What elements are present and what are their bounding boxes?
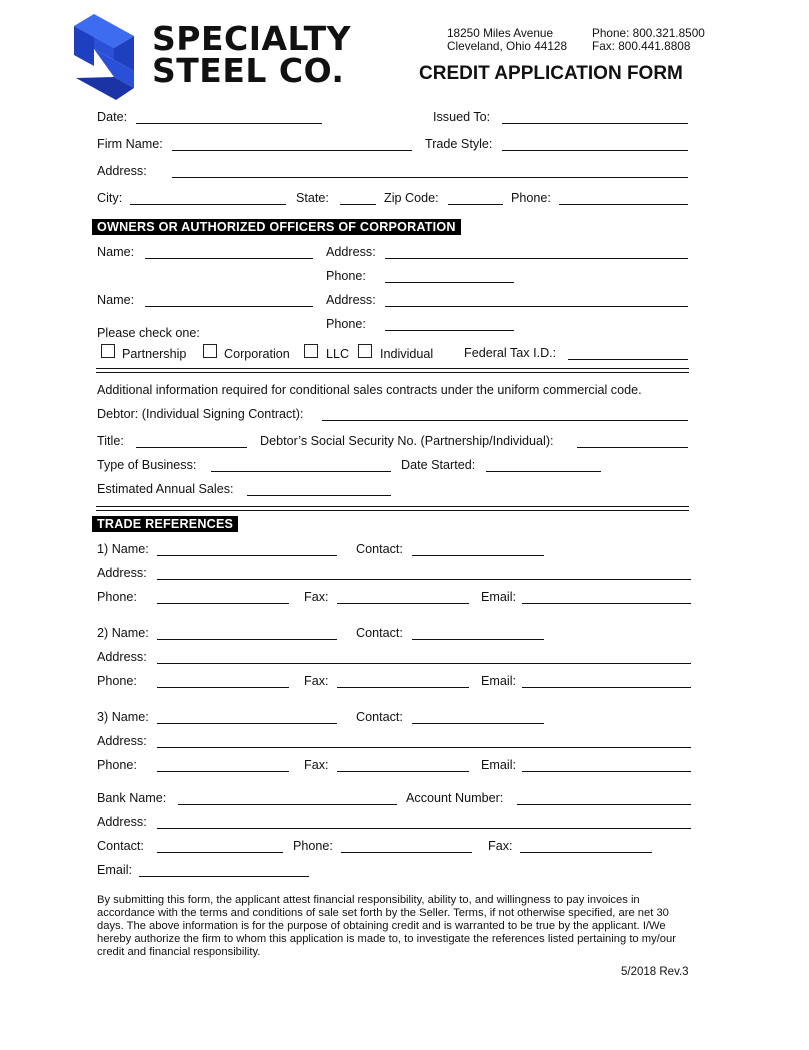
owners-section-heading: OWNERS OR AUTHORIZED OFFICERS OF CORPORATION	[92, 219, 461, 235]
issued-to-label: Issued To:	[433, 110, 491, 124]
llc-label: LLC	[326, 347, 350, 361]
section-divider	[96, 368, 689, 373]
title-label: Title:	[97, 434, 124, 448]
owner1-name-field[interactable]	[145, 258, 313, 259]
ref2-contact-label: Contact:	[356, 626, 403, 640]
owner1-phone-label: Phone:	[326, 269, 366, 283]
ref2-name-field[interactable]	[157, 639, 337, 640]
bank-fax-label: Fax:	[488, 839, 513, 853]
firm-name-field[interactable]	[172, 150, 412, 151]
corporation-label: Corporation	[224, 347, 290, 361]
date-started-field[interactable]	[486, 471, 601, 472]
date-field[interactable]	[136, 123, 322, 124]
annual-sales-label: Estimated Annual Sales:	[97, 482, 234, 496]
debtor-ssn-field[interactable]	[577, 447, 688, 448]
annual-sales-field[interactable]	[247, 495, 391, 496]
title-field[interactable]	[136, 447, 247, 448]
conditional-note: Additional information required for conditional sales contracts under the uniform commercial code.	[97, 383, 642, 397]
ref1-address-label: Address:	[97, 566, 147, 580]
owner2-name-field[interactable]	[145, 306, 313, 307]
ref2-name-label: 2) Name:	[97, 626, 149, 640]
ref1-contact-label: Contact:	[356, 542, 403, 556]
trade-references-heading: TRADE REFERENCES	[92, 516, 238, 532]
ref2-phone-field[interactable]	[157, 687, 289, 688]
zip-label: Zip Code:	[384, 191, 439, 205]
form-title: CREDIT APPLICATION FORM	[419, 63, 683, 84]
account-number-label: Account Number:	[406, 791, 504, 805]
company-logo-icon	[74, 14, 136, 100]
address-field[interactable]	[172, 177, 688, 178]
bank-phone-label: Phone:	[293, 839, 333, 853]
ref1-contact-field[interactable]	[412, 555, 544, 556]
state-label: State:	[296, 191, 329, 205]
ref2-address-label: Address:	[97, 650, 147, 664]
ref3-phone-field[interactable]	[157, 771, 289, 772]
ref1-email-label: Email:	[481, 590, 516, 604]
ref3-fax-field[interactable]	[337, 771, 469, 772]
individual-checkbox[interactable]	[358, 344, 372, 358]
partnership-checkbox[interactable]	[101, 344, 115, 358]
bank-address-label: Address:	[97, 815, 147, 829]
company-fax: Fax: 800.441.8808	[592, 39, 691, 53]
owner2-address-field[interactable]	[385, 306, 688, 307]
ref3-address-field[interactable]	[157, 747, 691, 748]
account-number-field[interactable]	[517, 804, 691, 805]
debtor-label: Debtor: (Individual Signing Contract):	[97, 407, 304, 421]
ref2-phone-label: Phone:	[97, 674, 137, 688]
corporation-checkbox[interactable]	[203, 344, 217, 358]
ref3-name-field[interactable]	[157, 723, 337, 724]
trade-style-label: Trade Style:	[425, 137, 493, 151]
ref1-address-field[interactable]	[157, 579, 691, 580]
firm-name-label: Firm Name:	[97, 137, 163, 151]
trade-style-field[interactable]	[502, 150, 688, 151]
llc-checkbox[interactable]	[304, 344, 318, 358]
city-field[interactable]	[130, 204, 286, 205]
owner2-name-label: Name:	[97, 293, 135, 307]
date-label: Date:	[97, 110, 128, 124]
bank-name-field[interactable]	[178, 804, 397, 805]
ref2-fax-field[interactable]	[337, 687, 469, 688]
phone-label: Phone:	[511, 191, 551, 205]
bank-contact-field[interactable]	[157, 852, 283, 853]
ref3-email-field[interactable]	[522, 771, 691, 772]
revision-label: 5/2018 Rev.3	[621, 966, 689, 978]
check-one-label: Please check one:	[97, 326, 200, 340]
owner1-address-label: Address:	[326, 245, 376, 259]
debtor-field[interactable]	[322, 420, 688, 421]
ref1-fax-label: Fax:	[304, 590, 329, 604]
ref1-phone-field[interactable]	[157, 603, 289, 604]
company-address-line1: 18250 Miles Avenue	[447, 26, 554, 40]
bank-fax-field[interactable]	[520, 852, 652, 853]
bank-email-field[interactable]	[139, 876, 309, 877]
ref1-email-field[interactable]	[522, 603, 691, 604]
ref3-address-label: Address:	[97, 734, 147, 748]
zip-field[interactable]	[448, 204, 503, 205]
ref1-name-label: 1) Name:	[97, 542, 149, 556]
ref3-contact-label: Contact:	[356, 710, 403, 724]
company-address-line2: Cleveland, Ohio 44128	[447, 39, 568, 53]
bank-address-field[interactable]	[157, 828, 691, 829]
address-label: Address:	[97, 164, 147, 178]
company-phone: Phone: 800.321.8500	[592, 26, 705, 40]
federal-tax-field[interactable]	[568, 359, 688, 360]
individual-label: Individual	[380, 347, 434, 361]
bank-name-label: Bank Name:	[97, 791, 167, 805]
phone-field[interactable]	[559, 204, 688, 205]
bank-contact-label: Contact:	[97, 839, 144, 853]
date-started-label: Date Started:	[401, 458, 476, 472]
ref3-email-label: Email:	[481, 758, 516, 772]
ref2-email-label: Email:	[481, 674, 516, 688]
section-divider	[96, 506, 689, 511]
owner1-phone-field[interactable]	[385, 282, 514, 283]
owner2-phone-label: Phone:	[326, 317, 366, 331]
bank-phone-field[interactable]	[341, 852, 472, 853]
city-label: City:	[97, 191, 123, 205]
type-of-business-label: Type of Business:	[97, 458, 197, 472]
ref2-email-field[interactable]	[522, 687, 691, 688]
ref1-name-field[interactable]	[157, 555, 337, 556]
debtor-ssn-label: Debtor’s Social Security No. (Partnership/Individual):	[260, 434, 554, 448]
type-of-business-field[interactable]	[211, 471, 391, 472]
owner2-phone-field[interactable]	[385, 330, 514, 331]
ref3-contact-field[interactable]	[412, 723, 544, 724]
owner2-address-label: Address:	[326, 293, 376, 307]
ref3-name-label: 3) Name:	[97, 710, 149, 724]
ref2-address-field[interactable]	[157, 663, 691, 664]
bank-email-label: Email:	[97, 863, 132, 877]
owner1-name-label: Name:	[97, 245, 135, 259]
ref2-fax-label: Fax:	[304, 674, 329, 688]
ref2-contact-field[interactable]	[412, 639, 544, 640]
company-name-line2: STEEL CO.	[152, 51, 345, 90]
state-field[interactable]	[340, 204, 376, 205]
ref1-phone-label: Phone:	[97, 590, 137, 604]
ref3-phone-label: Phone:	[97, 758, 137, 772]
company-name-line1: SPECIALTY	[152, 19, 352, 58]
federal-tax-label: Federal Tax I.D.:	[464, 346, 557, 360]
partnership-label: Partnership	[122, 347, 187, 361]
ref3-fax-label: Fax:	[304, 758, 329, 772]
issued-to-field[interactable]	[502, 123, 688, 124]
disclaimer-text: By submitting this form, the applicant attest financial responsibility, ability to, and willingness to pay invoices in accordance with the terms and conditions of sale set forth by the Seller. Terms, if not otherwise specified, are net 30 days. The above information is for the purpose of obtaining credit and is warranted to be true by the applicant. I/We hereby authorize the firm to whom this application is made to, to investigate the references listed pertaining to my/our credit and financial responsibility.	[97, 894, 676, 958]
owner1-address-field[interactable]	[385, 258, 688, 259]
ref1-fax-field[interactable]	[337, 603, 469, 604]
